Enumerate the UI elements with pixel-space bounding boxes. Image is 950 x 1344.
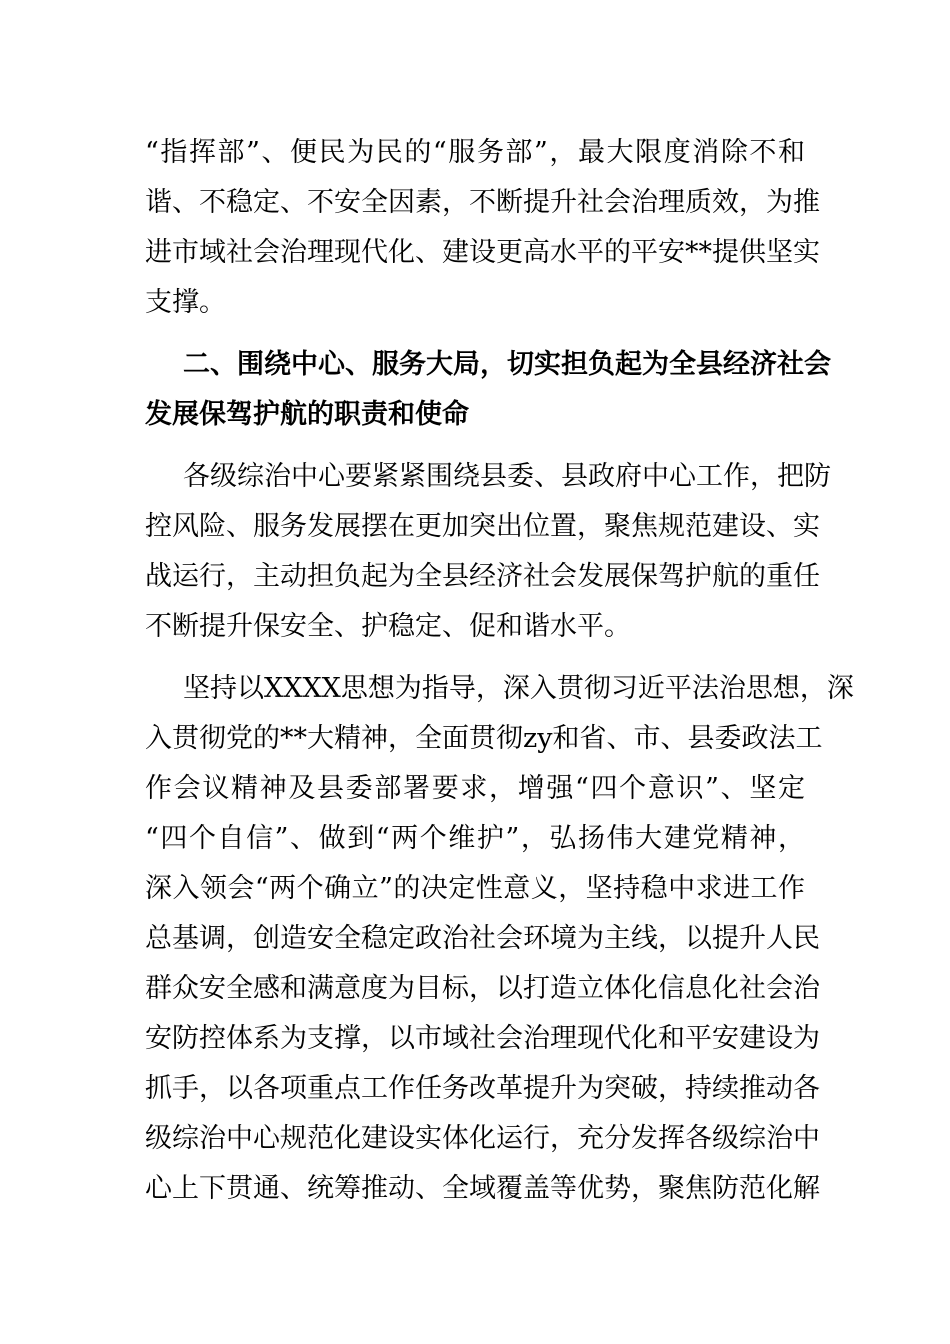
text-line: 入贯彻党的**大精神，全面贯彻zy和省、市、县委政法工 bbox=[145, 723, 823, 754]
text-line: 总基调，创造安全稳定政治社会环境为主线，以提升人民 bbox=[145, 923, 820, 954]
text-line: 进市域社会治理现代化、建设更高水平的平安**提供坚实 bbox=[145, 237, 820, 268]
document-body bbox=[145, 128, 854, 1214]
heading-line: 发展保驾护航的职责和使命 bbox=[145, 399, 469, 430]
paragraph-comprehensive-centers bbox=[145, 452, 831, 652]
text-line: “四个自信”、做到“两个维护”，弘扬伟大建党精神， bbox=[145, 823, 805, 854]
text-line: 深入领会“两个确立”的决定性意义，坚持稳中求进工作 bbox=[145, 873, 805, 904]
text-line: 安防控体系为支撑，以市域社会治理现代化和平安建设为 bbox=[145, 1023, 820, 1054]
text-line: 群众安全感和满意度为目标，以打造立体化信息化社会治 bbox=[145, 973, 820, 1004]
text-line: 各级综治中心要紧紧围绕县委、县政府中心工作，把防 bbox=[183, 461, 831, 492]
text-line: 心上下贯通、统筹推动、全域覆盖等优势，聚焦防范化解 bbox=[145, 1173, 820, 1204]
paragraph-continued bbox=[145, 128, 820, 328]
paragraph-guiding-thought bbox=[145, 664, 854, 1214]
text-line: 作会议精神及县委部署要求，增强“四个意识”、坚定 bbox=[145, 773, 805, 804]
text-line: 控风险、服务发展摆在更加突出位置，聚焦规范建设、实 bbox=[145, 511, 820, 542]
heading-line: 二、围绕中心、服务大局，切实担负起为全县经济社会 bbox=[183, 349, 831, 380]
text-line: 坚持以XXXX思想为指导，深入贯彻习近平法治思想，深 bbox=[183, 673, 854, 704]
text-line: 不断提升保安全、护稳定、促和谐水平。 bbox=[145, 611, 631, 642]
text-line: 支撑。 bbox=[145, 287, 226, 318]
text-line: 抓手，以各项重点工作任务改革提升为突破，持续推动各 bbox=[145, 1073, 820, 1104]
text-line: 谐、不稳定、不安全因素，不断提升社会治理质效，为推 bbox=[145, 187, 820, 218]
section-heading-2 bbox=[145, 340, 831, 440]
text-line: 级综治中心规范化建设实体化运行，充分发挥各级综治中 bbox=[145, 1123, 820, 1154]
text-line: “指挥部”、便民为民的“服务部”，最大限度消除不和 bbox=[145, 137, 805, 168]
text-line: 战运行，主动担负起为全县经济社会发展保驾护航的重任 bbox=[145, 561, 820, 592]
